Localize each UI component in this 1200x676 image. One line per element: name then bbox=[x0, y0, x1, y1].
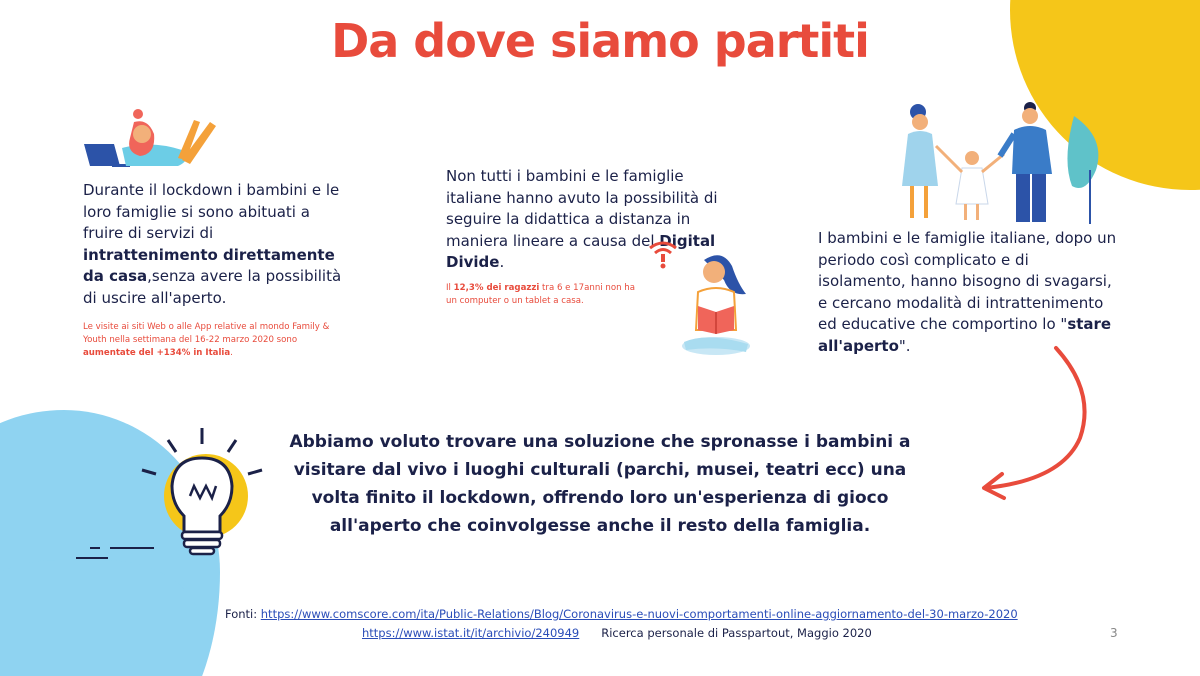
left-note-pre: Le visite ai siti Web o alle App relative al mondo Family & Youth nella settimana del 16-22 marzo 2020 sono bbox=[83, 322, 330, 345]
sources-line-1 bbox=[225, 607, 1018, 621]
curved-arrow-icon bbox=[976, 342, 1096, 502]
conclusion-text: Abbiamo voluto trovare una soluzione che spronasse i bambini a visitare dal vivo i luoghi culturali (parchi, musei, teatri ecc) una volta finito il lockdown, offrendo loro un'esperienza di gioco all'aperto che coinvolgesse anche il resto della famiglia. bbox=[289, 432, 911, 536]
lightbulb-icon bbox=[76, 424, 276, 564]
middle-text-post: . bbox=[499, 253, 505, 271]
page-number: 3 bbox=[1110, 626, 1118, 640]
middle-note bbox=[446, 282, 636, 308]
sources-label: Fonti: bbox=[225, 607, 261, 621]
middle-text-pre: Non tutti i bambini e le famiglie italiane hanno avuto la possibilità di seguire la didattica a distanza in maniera lineare a causa del bbox=[446, 167, 718, 250]
middle-note-bold: 12,3% dei ragazzi bbox=[453, 282, 540, 293]
left-main-text bbox=[83, 180, 343, 309]
source-link-comscore[interactable]: https://www.comscore.com/ita/Public-Relations/Blog/Coronavirus-e-nuovi-comportamenti-online-aggiornamento-del-30-marzo-2020 bbox=[260, 607, 1018, 621]
middle-note-pre: Il bbox=[446, 282, 454, 293]
decorative-blue-blob-bottom bbox=[0, 560, 200, 676]
left-note-bold: aumentate del +134% in Italia bbox=[83, 348, 231, 358]
left-text-pre: Durante il lockdown i bambini e le loro famiglie si sono abituati a fruire di servizi di bbox=[83, 181, 340, 242]
left-text-block bbox=[83, 180, 343, 360]
right-main-text bbox=[818, 228, 1118, 357]
middle-text-bold: Digital Divide bbox=[446, 231, 716, 271]
no-wifi-icon bbox=[646, 236, 680, 270]
right-text-pre: I bambini e le famiglie italiane, dopo un periodo così complicato e di isolamento, hanno bisogno di svagarsi, e cercano modalità di intrattenimento ed educative che comportino lo " bbox=[818, 229, 1117, 333]
family-illustration bbox=[896, 100, 1116, 226]
laptop-girl-illustration bbox=[82, 108, 227, 172]
reading-girl-illustration bbox=[676, 250, 756, 362]
left-note-post: . bbox=[230, 348, 233, 358]
right-text-block bbox=[818, 228, 1118, 357]
left-text-bold: intrattenimento direttamente da casa bbox=[83, 245, 335, 285]
left-text-post: ,senza avere la possibilità di uscire all'aperto. bbox=[83, 267, 342, 307]
sources-line-2 bbox=[362, 626, 872, 640]
sources-extra: Ricerca personale di Passpartout, Maggio 2020 bbox=[601, 626, 872, 640]
left-note bbox=[83, 321, 343, 360]
page-title: Da dove siamo partiti bbox=[331, 14, 869, 68]
source-link-istat[interactable]: https://www.istat.it/it/archivio/240949 bbox=[362, 626, 580, 640]
right-text-post: ". bbox=[898, 336, 911, 355]
right-text-bold: stare all'aperto bbox=[818, 315, 1112, 355]
middle-note-post: tra 6 e 17anni non ha un computer o un tablet a casa. bbox=[446, 282, 635, 306]
